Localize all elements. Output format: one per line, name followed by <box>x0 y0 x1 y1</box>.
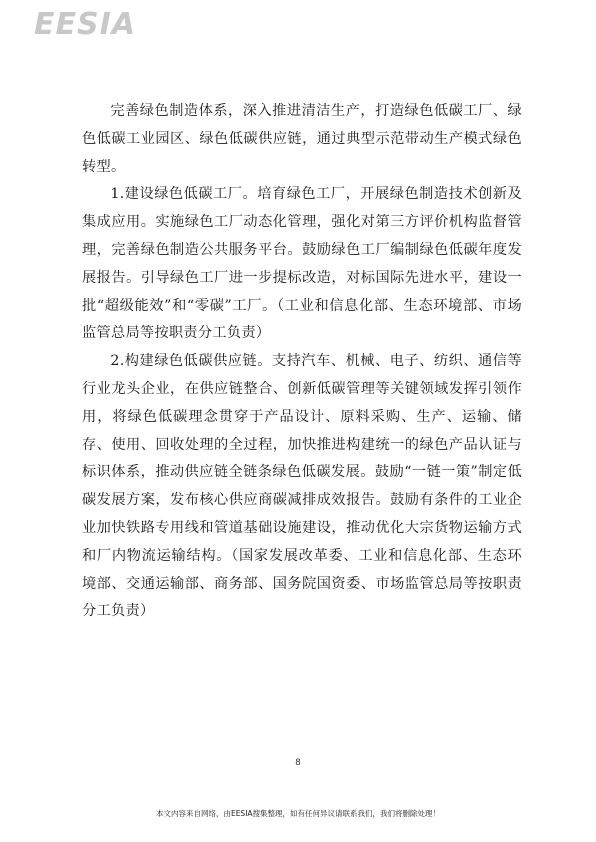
eesia-logo: EESIA <box>34 7 136 42</box>
document-body <box>82 98 522 626</box>
paragraph-green-factory: 1.建设绿色低碳工厂。培育绿色工厂，开展绿色制造技术创新及集成应用。实施绿色工厂动态化管理，强化对第三方评价机构监督管理，完善绿色制造公共服务平台。鼓励绿色工厂编制绿色低碳年度发展报告。引导绿色工厂进一步提标改造，对标国际先进水平，建设一批“超级能效”和“零碳”工厂。（工业和信息化部、生态环境部、市场监管总局等按职责分工负责） <box>82 186 522 342</box>
paragraph-intro: 完善绿色制造体系，深入推进清洁生产，打造绿色低碳工厂、绿色低碳工业园区、绿色低碳供应链，通过典型示范带动生产模式绿色转型。 <box>82 103 522 175</box>
footer-disclaimer: 本文内容来自网络，由EESIA搜集整理，如有任何异议请联系我们，我们将删除处理！ <box>155 809 441 818</box>
paragraph-green-supply-chain: 2.构建绿色低碳供应链。支持汽车、机械、电子、纺织、通信等行业龙头企业，在供应链整合、创新低碳管理等关键领域发挥引领作用，将绿色低碳理念贯穿于产品设计、原料采购、生产、运输、储存、使用、回收处理的全过程，加快推进构建统一的绿色产品认证与标识体系，推动供应链全链条绿色低碳发展。鼓励“一链一策”制定低碳发展方案，发布核心供应商碳减排成效报告。鼓励有条件的工业企业加快铁路专用线和管道基础设施建设，推动优化大宗货物运输方式和厂内物流运输结构。（国家发展改革委、工业和信息化部、生态环境部、交通运输部、商务部、国务院国资委、市场监管总局等按职责分工负责） <box>82 353 522 620</box>
page-number: 8 <box>295 758 301 768</box>
